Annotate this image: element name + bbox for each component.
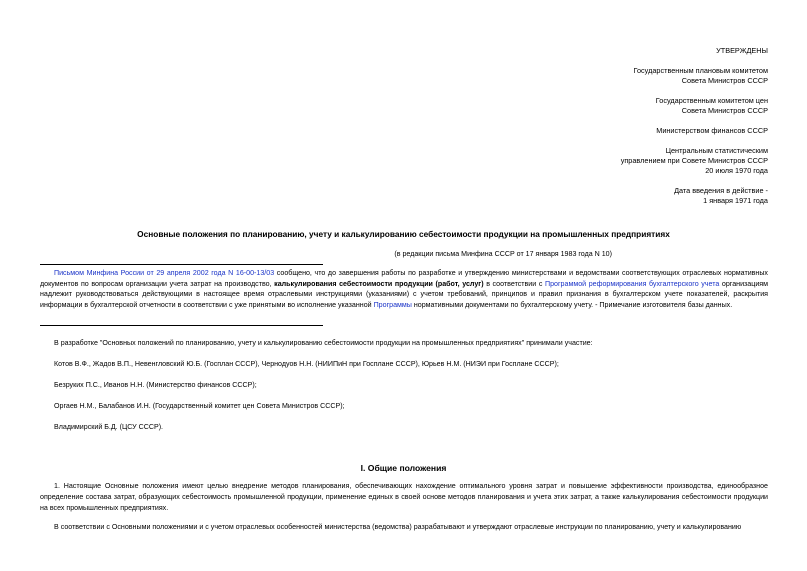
approval-block [468, 46, 768, 216]
reform-program-link[interactable]: Программой реформирования бухгалтерского учета [544, 279, 720, 288]
developers-line: Владимирский Б.Д. (ЦСУ СССР). [54, 423, 164, 431]
note-top-rule [40, 264, 323, 265]
program-link[interactable]: Программы [373, 300, 412, 309]
developers-line: Котов В.Ф., Жадов В.П., Невенгловский Ю.Б. (Госплан СССР), Чернодуов Н.Н. (НИИПиН при Госплане СССР), Юрьев Н.М. (НИЭИ при Госплане СССР); [54, 360, 559, 368]
approval-heading: УТВЕРЖДЕНЫ [716, 46, 768, 55]
paragraph: В соответствии с Основными положениями и с учетом отраслевых особенностей министерства (ведомства) разрабатывают и утверждают отраслевые инструкции по планированию, учету и калькулированию [54, 523, 742, 531]
note-bottom-rule [40, 325, 323, 326]
minfin-letter-link[interactable]: Письмом Минфина России от 29 апреля 2002 года N 16-00-13/03 [54, 269, 275, 277]
developers-line: Безруких П.С., Иванов Н.Н. (Министерство финансов СССР); [54, 381, 257, 389]
approval-tsu: Центральным статистическим управлением при Совете Министров СССР 20 июля 1970 года [620, 146, 768, 175]
developers-line: Оргаев Н.М., Балабанов И.Н. (Государственный комитет цен Совета Министров СССР); [54, 402, 345, 410]
developers-intro: В разработке "Основных положений по планированию, учету и калькулированию себестоимости продукции на промышленных предприятиях" принимали участие: [54, 339, 593, 347]
section-title: I. Общие положения [360, 463, 447, 473]
document-title: Основные положения по планированию, учету и калькулированию себестоимости продукции на промышленных предприятиях [137, 229, 670, 239]
approval-effective-date: Дата введения в действие - 1 января 1971 года [674, 186, 768, 205]
editor-note: Письмом Минфина России от 29 апреля 2002 года N 16-00-13/03 сообщено, что до завершения работы по разработке и утверждению министерствами и ведомствами соответствующих отраслевых нормативных документов по вопросам организации учета затрат на производство, калькулирования себестоимости продукции (работ, услуг) в соответствии с Программой реформирования бухгалтерского учета организациям надлежит руководствоваться действующими в настоящее время отраслевыми инструкциями (указаниями) с учетом требований, принципов и правил признания в бухгалтерском учете показателей, раскрытия информации в бухгалтерской отчетности в соответствии с уже принятыми во исполнение указанной Программы нормативными документами по бухгалтерскому учету. - Примечание изготовителя базы данных. [40, 269, 768, 309]
edition-note: (в редакции письма Минфина СССР от 17 января 1983 года N 10) [394, 250, 612, 258]
approval-goskomtsen: Государственным комитетом цен Совета Министров СССР [655, 96, 768, 115]
approval-gosplan: Государственным плановым комитетом Совета Министров СССР [633, 66, 768, 85]
approval-minfin: Министерством финансов СССР [656, 126, 768, 135]
paragraph: 1. Настоящие Основные положения имеют целью внедрение методов планирования, обеспечивающих нахождение оптимального уровня затрат и повышение эффективности производства, единообразное определение состава затрат, образующих себестоимость промышленной продукции, применение единых в своей основе методов планирования и учета этих затрат, а также калькулирования себестоимости продукции на всех промышленных предприятиях. [40, 482, 768, 512]
